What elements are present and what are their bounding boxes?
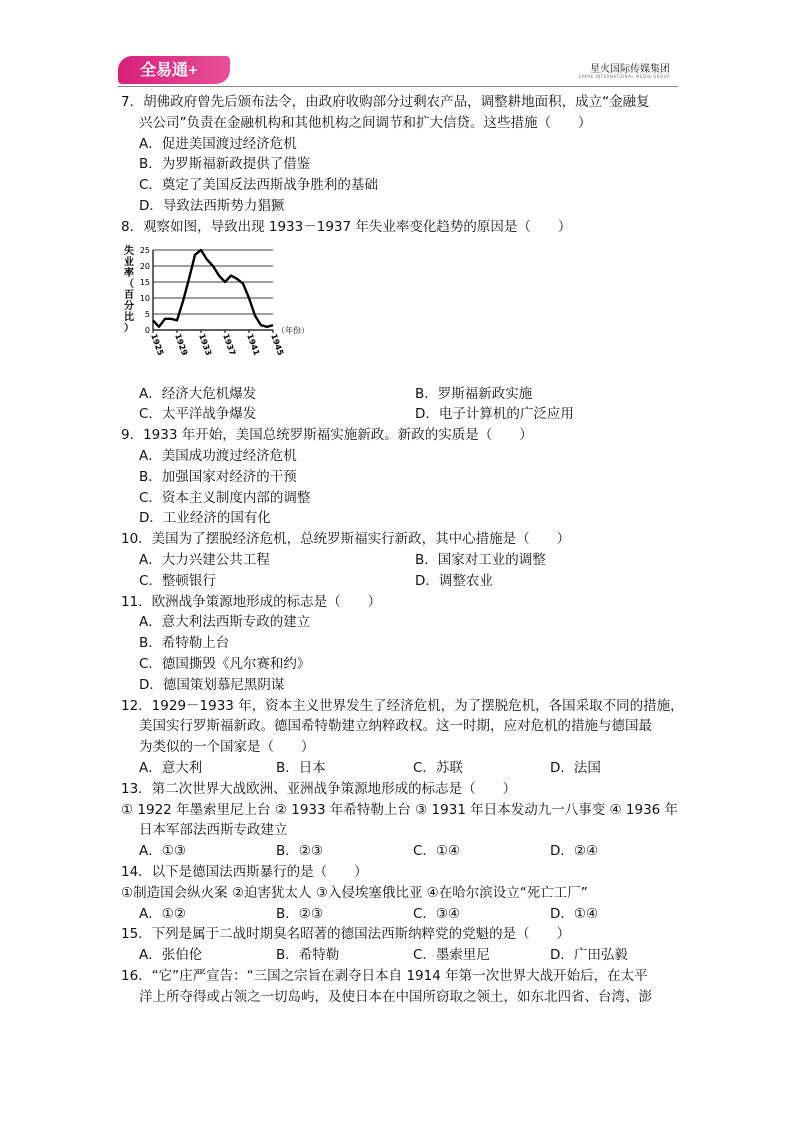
question-statements: ①制造国会纵火案 ②迫害犹太人 ③入侵埃塞俄比亚 ④在哈尔滨设立“死亡工厂” bbox=[121, 884, 588, 901]
question-stem: 8．观察如图，导致出现 1933－1937 年失业率变化趋势的原因是（ ） bbox=[121, 218, 572, 235]
y-axis-label-char: （ bbox=[124, 278, 134, 290]
option-d: D．广田弘毅 bbox=[550, 947, 628, 964]
y-axis-label-char: 率 bbox=[124, 267, 134, 279]
y-tick-label: 10 bbox=[139, 293, 150, 303]
y-tick-label: 5 bbox=[144, 309, 150, 319]
question-8 bbox=[121, 217, 691, 425]
question-stem-cont: 兴公司”负责在金融机构和其他机构之间调节和扩大信贷。这些措施（ ） bbox=[139, 114, 592, 131]
option-a: A．①② bbox=[139, 905, 186, 922]
x-tick-label: 1929 bbox=[173, 332, 190, 357]
question-stem: 12．1929－1933 年，资本主义世界发生了经济危机，为了摆脱危机，各国采取不同的措施， bbox=[121, 697, 684, 714]
unemployment-chart-svg bbox=[123, 242, 313, 370]
option-c: C．太平洋战争爆发 bbox=[139, 406, 257, 423]
question-list bbox=[121, 92, 691, 1007]
y-tick-label: 25 bbox=[139, 245, 150, 255]
question-stem-cont: 为类似的一个国家是（ ） bbox=[139, 739, 315, 756]
x-axis-label: （年份） bbox=[277, 325, 309, 335]
question-stem-cont: 洋上所夺得或占领之一切岛屿，及使日本在中国所窃取之领土，如东北四省、台湾、澎 bbox=[139, 988, 652, 1005]
question-stem: 7．胡佛政府曾先后颁布法令，由政府收购部分过剩农产品，调整耕地面积，成立“金融复 bbox=[121, 94, 650, 110]
option-d: D．德国策划慕尼黑阴谋 bbox=[139, 676, 285, 693]
question-stem: 13．第二次世界大战欧洲、亚洲战争策源地形成的标志是（ ） bbox=[121, 780, 517, 797]
option-b: B．②③ bbox=[276, 905, 323, 922]
option-a: A．大力兴建公共工程 bbox=[139, 551, 270, 568]
option-c: C．整顿银行 bbox=[139, 572, 216, 589]
x-tick-label: 1933 bbox=[197, 332, 214, 357]
question-10 bbox=[121, 529, 691, 591]
option-d: D．调整农业 bbox=[415, 572, 493, 589]
brand-logo bbox=[118, 56, 230, 84]
y-axis-label-char: 失 bbox=[124, 245, 134, 257]
question-statements: ① 1922 年墨索里尼上台 ② 1933 年希特勒上台 ③ 1931 年日本发动九一八事变 ④ 1936 年 bbox=[121, 801, 679, 818]
option-b: B．日本 bbox=[276, 759, 326, 776]
option-c: C．③④ bbox=[413, 905, 461, 922]
x-tick-label: 1925 bbox=[149, 332, 166, 357]
option-a: A．意大利法西斯专政的建立 bbox=[139, 614, 311, 631]
option-c: C．奠定了美国反法西斯战争胜利的基础 bbox=[139, 177, 378, 194]
option-b: B．国家对工业的调整 bbox=[415, 551, 546, 568]
question-stem: 11．欧洲战争策源地形成的标志是（ ） bbox=[121, 593, 382, 610]
option-a: A．经济大危机爆发 bbox=[139, 385, 257, 402]
question-15 bbox=[121, 924, 691, 966]
option-d: D．工业经济的国有化 bbox=[139, 510, 271, 527]
question-12 bbox=[121, 696, 691, 779]
option-b: B．加强国家对经济的干预 bbox=[139, 468, 297, 485]
unemployment-series-line bbox=[153, 250, 273, 327]
y-axis-label-char: 分 bbox=[124, 300, 134, 312]
option-b: B．希特勒 bbox=[276, 947, 340, 964]
y-tick-label: 20 bbox=[139, 261, 150, 271]
option-a: A．意大利 bbox=[139, 759, 203, 776]
question-14 bbox=[121, 862, 691, 924]
y-axis-label-char: 百 bbox=[124, 289, 134, 301]
question-stem-cont: 美国实行罗斯福新政。德国希特勒建立纳粹政权。这一时期，应对危机的措施与德国最 bbox=[139, 718, 652, 735]
question-stem: 14．以下是德国法西斯暴行的是（ ） bbox=[121, 863, 368, 880]
option-b: B．为罗斯福新政提供了借鉴 bbox=[139, 156, 311, 173]
page-header bbox=[118, 56, 678, 86]
question-stem: 16．“它”庄严宣告：“三国之宗旨在剥夺日本自 1914 年第一次世界大战开始后，在太平 bbox=[121, 967, 648, 984]
header-divider bbox=[118, 86, 678, 87]
option-a: A．张伯伦 bbox=[139, 947, 203, 964]
question-stem: 15．下列是属于二战时期臭名昭著的德国法西斯纳粹党的党魁的是（ ） bbox=[121, 926, 571, 943]
option-a: A．促进美国渡过经济危机 bbox=[139, 135, 297, 152]
x-tick-label: 1941 bbox=[245, 332, 262, 357]
unemployment-chart bbox=[123, 242, 313, 370]
option-b: B．②③ bbox=[276, 843, 323, 860]
option-a: A．①③ bbox=[139, 843, 186, 860]
option-d: D．②④ bbox=[550, 843, 599, 860]
question-11 bbox=[121, 592, 691, 696]
question-13 bbox=[121, 779, 691, 862]
question-16 bbox=[121, 966, 691, 1008]
option-d: D．①④ bbox=[550, 905, 599, 922]
option-c: C．德国撕毁《凡尔赛和约》 bbox=[139, 655, 311, 672]
x-tick-label: 1945 bbox=[269, 332, 286, 357]
option-d: D．电子计算机的广泛应用 bbox=[415, 406, 574, 423]
option-c: C．苏联 bbox=[413, 759, 463, 776]
y-axis-label-char: 比 bbox=[124, 311, 134, 323]
logo-plus: + bbox=[188, 63, 199, 77]
publisher-subtitle: SPARK INTERNATIONAL MEDIA GROUP bbox=[578, 74, 670, 79]
option-d: D．导致法西斯势力猖獗 bbox=[139, 197, 285, 214]
y-axis-label-char: 业 bbox=[124, 256, 134, 268]
x-tick-label: 1937 bbox=[221, 332, 238, 357]
y-axis-label-char: ） bbox=[124, 322, 134, 334]
question-stem: 10．美国为了摆脱经济危机，总统罗斯福实行新政，其中心措施是（ ） bbox=[121, 531, 571, 548]
y-tick-label: 15 bbox=[139, 277, 150, 287]
publisher-name: 星火国际传媒集团 bbox=[590, 64, 670, 75]
question-9 bbox=[121, 425, 691, 529]
y-tick-label: 0 bbox=[144, 325, 150, 335]
question-stem: 9．1933 年开始，美国总统罗斯福实施新政。新政的实质是（ ） bbox=[121, 427, 533, 444]
question-statements-cont: 日本军部法西斯专政建立 bbox=[139, 822, 288, 839]
logo-text: 全易通 bbox=[140, 60, 189, 79]
option-b: B．希特勒上台 bbox=[139, 635, 230, 652]
option-c: C．资本主义制度内部的调整 bbox=[139, 489, 311, 506]
option-c: C．①④ bbox=[413, 843, 461, 860]
question-7 bbox=[121, 92, 691, 217]
option-c: C．墨索里尼 bbox=[413, 947, 490, 964]
option-d: D．法国 bbox=[550, 759, 601, 776]
option-b: B．罗斯福新政实施 bbox=[415, 385, 533, 402]
option-a: A．美国成功渡过经济危机 bbox=[139, 447, 297, 464]
